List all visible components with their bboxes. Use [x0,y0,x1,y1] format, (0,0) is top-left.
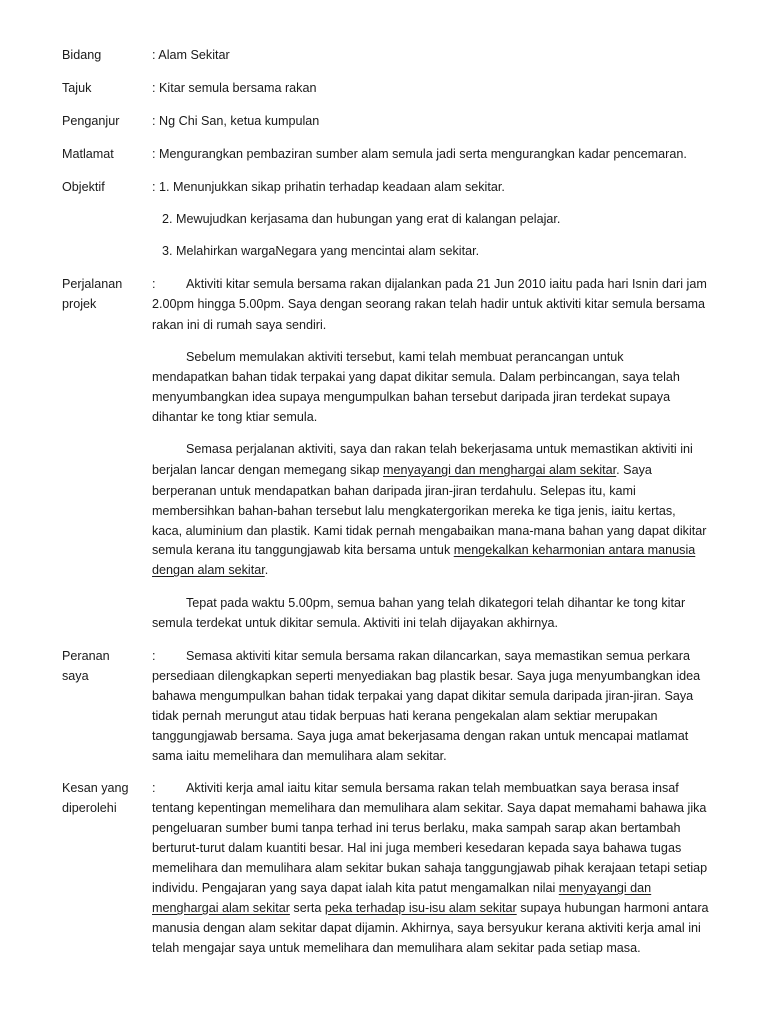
peranan-line1: Semasa aktiviti kitar semula bersama rakan dilancarkan, saya memastikan semua perkara [186,649,690,663]
peranan-line4: tidak pernah merungut atau tidak berpuas hati kerana pengekalan alam sektiar merupakan [152,709,658,723]
underlined-phrase: menyayangi dan [558,881,652,895]
peranan-line2: persediaan dilengkapkan seperti menyediakan bag plastik besar. Saya juga menyumbangkan idea [152,669,701,683]
text-span: . [264,563,269,577]
underlined-phrase: mengekalkan keharmonian antara manusia [453,543,696,557]
underlined-phrase: menyayangi dan menghargai alam sekitar [383,463,617,477]
kesan-label-line1: Kesan yang [62,781,129,795]
objektif-label: Objektif [62,180,105,194]
perjalanan-p4-line1: Tepat pada waktu 5.00pm, semua bahan yang telah dikategori telah dihantar ke tong kitar [186,596,686,610]
objektif-item-3: 3. Melahirkan wargaNegara yang mencintai alam sekitar. [162,244,480,258]
peranan-label-line2: saya [62,669,89,683]
objektif-item-2: 2. Mewujudkan kerjasama dan hubungan yang erat di kalangan pelajar. [162,212,561,226]
perjalanan-p3-line2 [152,463,652,477]
peranan-line5: tanggungjawab bersama. Saya juga amat bekerjasama dengan rakan untuk mencapai matlamat [152,729,689,743]
text-span: semula kerana itu tanggungjawab kita bersama untuk [152,543,454,557]
penganjur-value: : Ng Chi San, ketua kumpulan [152,114,320,128]
kesan-line7 [152,901,709,915]
perjalanan-p2-line3: menyumbangkan idea supaya mengumpulkan bahan tersebut daripada jiran terdekat supaya [152,390,671,404]
underlined-phrase: dengan alam sekitar [152,563,265,577]
kesan-line2: tentang kepentingan memelihara dan memulihara alam sekitar. Saya dapat memahami bahawa jika [152,801,707,815]
tajuk-value: : Kitar semula bersama rakan [152,81,317,95]
underlined-phrase: menghargai alam sekitar [152,901,290,915]
underlined-phrase: peka terhadap isu-isu alam sekitar [324,901,517,915]
text-span: serta [289,901,325,915]
perjalanan-p3-line7 [152,563,268,577]
kesan-line1: Aktiviti kerja amal iaitu kitar semula bersama rakan telah membuatkan saya berasa insaf [186,781,679,795]
bidang-label: Bidang [62,48,102,62]
tajuk-label: Tajuk [62,81,92,95]
kesan-line6 [152,881,651,895]
text-span: berjalan lancar dengan memegang sikap [152,463,384,477]
text-span: supaya hubungan harmoni antara [516,901,709,915]
text-span: individu. Pengajaran yang saya dapat ialah kita patut mengamalkan nilai [152,881,559,895]
perjalanan-p1-line2: 2.00pm hingga 5.00pm. Saya dengan seorang rakan telah hadir untuk aktiviti kitar semula bersama [152,297,706,311]
matlamat-label: Matlamat [62,147,114,161]
perjalanan-p3-line1: Semasa perjalanan aktiviti, saya dan rakan telah bekerjasama untuk memastikan aktiviti ini [186,442,693,456]
perjalanan-p1-line3: rakan ini di rumah saya sendiri. [152,318,327,332]
kesan-colon: : [152,781,156,795]
peranan-colon: : [152,649,156,663]
perjalanan-p2-line2: mendapatkan bahan tidak terpakai yang dapat dikitar semula. Dalam perbincangan, saya telah [152,370,680,384]
perjalanan-p3-line3: berperanan untuk mendapatkan bahan daripada jiran-jiran terdahulu. Selepas itu, kami [152,484,636,498]
perjalanan-p4-line2: semula terdekat untuk dikitar semula. Aktiviti ini telah dijayakan akhirnya. [152,616,559,630]
kesan-line4: berturut-turut dalam kuantiti besar. Hal ini juga memberi kesedaran kepada saya bahawa tugas [152,841,682,855]
kesan-line8: manusia dengan alam sekitar dapat dijamin. Akhirnya, saya bersyukur kerana aktiviti kerja amal ini [152,921,701,935]
bidang-value: : Alam Sekitar [152,48,230,62]
kesan-line9: telah mengajar saya untuk memelihara dan memulihara alam sekitar pada setiap masa. [152,941,641,955]
peranan-label-line1: Peranan [62,649,110,663]
perjalanan-p3-line6 [152,543,695,557]
text-span: . Saya [616,463,652,477]
penganjur-label: Penganjur [62,114,120,128]
perjalanan-p1-line1: Aktiviti kitar semula bersama rakan dijalankan pada 21 Jun 2010 iaitu pada hari Isnin dari jam [186,277,707,291]
objektif-item-1: : 1. Menunjukkan sikap prihatin terhadap keadaan alam sekitar. [152,180,505,194]
kesan-label-line2: diperolehi [62,801,117,815]
perjalanan-p3-line4: membersihkan bahan-bahan tersebut lalu mengkatergorikan mereka ke tiga jenis, iaitu kertas, [152,504,676,518]
kesan-line5: memelihara dan memulihara alam sekitar bukan sahaja tanggungjawab pihak kerajaan tetapi setiap [152,861,708,875]
peranan-line3: bahawa mengumpulkan bahan tidak terpakai yang dapat dikitar semula daripada jiran-jiran. Saya [152,689,694,703]
peranan-line6: sama iaitu memelihara dan memulihara alam sekitar. [152,749,447,763]
perjalanan-label-line1: Perjalanan [62,277,123,291]
perjalanan-p3-line5: kaca, aluminium dan plastik. Kami tidak pernah mengabaikan mana-mana bahan yang dapat dikitar [152,524,707,538]
perjalanan-p2-line4: dihantar ke tong ktiar semula. [152,410,318,424]
perjalanan-colon: : [152,277,156,291]
kesan-line3: pengeluaran sumber bumi tanpa terhad ini terus berlaku, maka sampah sarap akan bertambah [152,821,681,835]
perjalanan-label-line2: projek [62,297,97,311]
perjalanan-p2-line1: Sebelum memulakan aktiviti tersebut, kami telah membuat perancangan untuk [186,350,624,364]
matlamat-value: : Mengurangkan pembaziran sumber alam semula jadi serta mengurangkan kadar pencemaran. [152,147,687,161]
